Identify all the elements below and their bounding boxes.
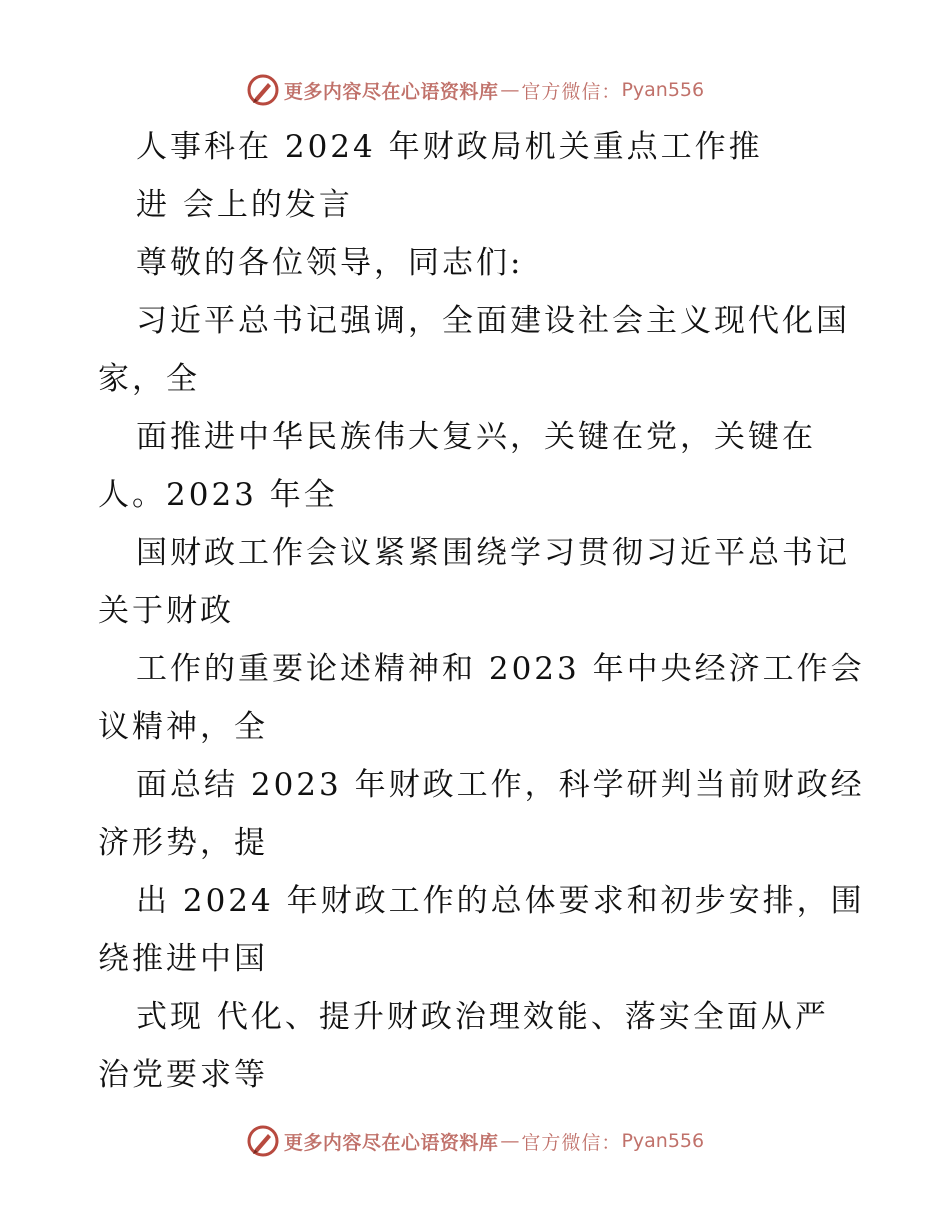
footer-watermark [0,1121,950,1161]
watermark-wechat-id: Pyan556 [621,79,705,101]
paragraph-line: 议精神，全 [98,709,268,745]
paragraph-line: 式现 代化、提升财政治理效能、落实全面从严 [136,999,829,1035]
title-line-2: 进 会上的发言 [136,187,353,223]
paragraph-line: 人。2023 年全 [98,477,338,513]
title-line-1: 人事科在 2024 年财政局机关重点工作推 [136,129,763,165]
watermark-sub-text: 官方微信： [521,80,622,103]
header-watermark [0,70,950,110]
watermark-main-text: 更多内容尽在心语资料库 [283,80,499,103]
pen-logo-icon [246,73,280,107]
paragraph-line: 关于财政 [98,593,234,629]
paragraph-line: 绕推进中国 [98,941,268,977]
paragraph-line: 工作的重要论述精神和 2023 年中央经济工作会 [136,651,865,687]
watermark-sub-text: 官方微信： [521,1131,622,1154]
paragraph-line: 面总结 2023 年财政工作，科学研判当前财政经 [136,767,865,803]
watermark-wechat-id: Pyan556 [621,1130,705,1152]
watermark-dash: — [500,79,520,101]
paragraph-line: 面推进中华民族伟大复兴，关键在党，关键在 [136,419,816,455]
paragraph-line: 国财政工作会议紧紧围绕学习贯彻习近平总书记 [136,535,850,571]
salutation: 尊敬的各位领导，同志们: [136,245,524,281]
paragraph-line: 治党要求等 [98,1057,268,1093]
paragraph-line: 家，全 [98,361,200,397]
paragraph-line: 济形势，提 [98,825,268,861]
paragraph-line: 习近平总书记强调，全面建设社会主义现代化国 [136,303,850,339]
pen-logo-icon [246,1124,280,1158]
watermark-dash: — [500,1130,520,1152]
watermark-main-text: 更多内容尽在心语资料库 [283,1131,499,1154]
paragraph-line: 出 2024 年财政工作的总体要求和初步安排，围 [136,883,865,919]
